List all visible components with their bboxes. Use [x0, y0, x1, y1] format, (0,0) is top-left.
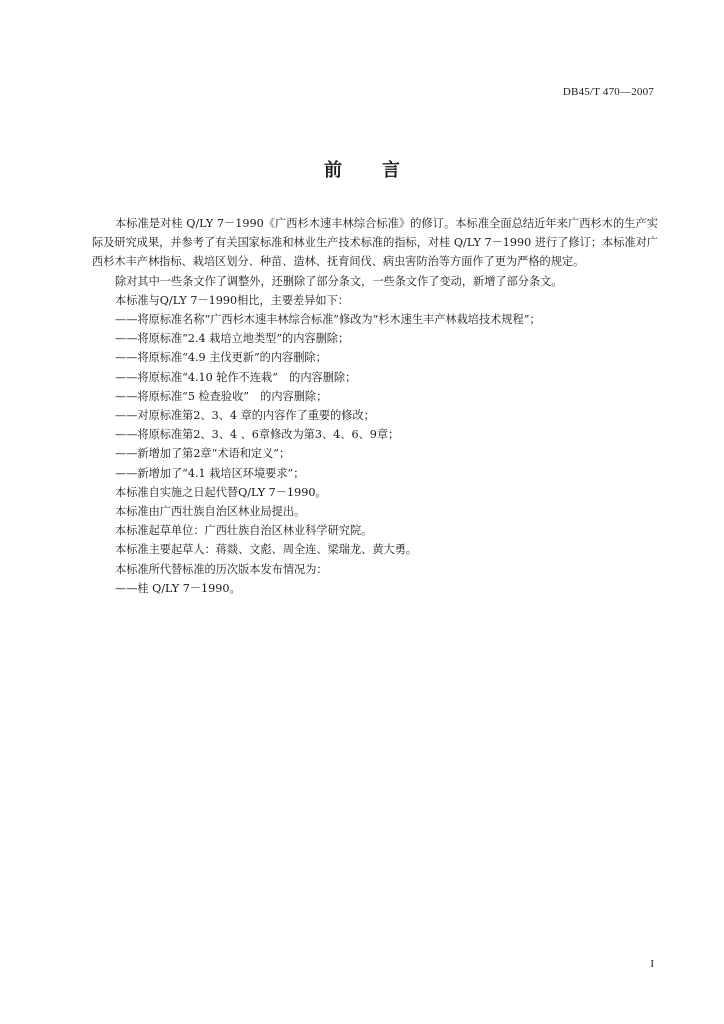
list-item: ——新增加了第2章“术语和定义”； [115, 447, 291, 461]
list-item: ——将原标准名称“广西杉木速丰林综合标准”修改为“杉木速生丰产林栽培技术规程”； [115, 313, 541, 327]
list-item: ——新增加了“4.1 栽培区环境要求”； [115, 466, 305, 480]
list-item: ——对原标准第2、3、4 章的内容作了重要的修改； [115, 409, 375, 423]
paragraph: 本标准是对桂 Q/LY 7－1990《广西杉木速丰林综合标准》的修订。本标准全面总结近年来广西杉木的生产实际及研究成果，并参考了有关国家标准和林业生产技术标准的指标，对桂 Q/LY 7－1990 进行了修订；本标准对广西杉木丰产林指标、栽培区划分、种苗、造林、抚育间伐、病虫害防治等方面作了更为严格的规定。 [92, 217, 658, 269]
paragraph: 除对其中一些条文作了调整外，还删除了部分条文，一些条文作了变动，新增了部分条文。 [115, 274, 563, 288]
list-item: ——将原标准“5 检查验收” 的内容删除； [115, 389, 328, 403]
text-line: 本标准主要起草人：蒋燚、文彪、周全连、梁瑞龙、黄大勇。 [115, 543, 418, 557]
list-item: ——将原标准“4.9 主伐更新”的内容删除； [115, 351, 327, 365]
page-title: 前言 [324, 160, 440, 181]
text-line: 本标准由广西壮族自治区林业局提出。 [115, 505, 306, 519]
page-number: I [650, 958, 654, 970]
list-item: ——将原标准“4.10 轮作不连栽” 的内容删除； [115, 370, 357, 384]
list-item: ——将原标准第2、3、4 、6章修改为第3、4、6、9章； [115, 428, 400, 442]
list-item: ——将原标准“2.4 栽培立地类型”的内容删除； [115, 332, 350, 346]
text-line: 本标准自实施之日起代替Q/LY 7－1990。 [115, 485, 327, 499]
list-item: ——桂 Q/LY 7－1990。 [115, 581, 241, 595]
text-line: 本标准所代替标准的历次版本发布情况为： [115, 562, 328, 576]
text-line: 本标准与Q/LY 7－1990相比，主要差异如下： [115, 293, 349, 307]
text-line: 本标准起草单位：广西壮族自治区林业科学研究院。 [115, 524, 373, 538]
standard-code: DB45/T 470—2007 [562, 86, 654, 98]
foreword-body [92, 214, 658, 598]
